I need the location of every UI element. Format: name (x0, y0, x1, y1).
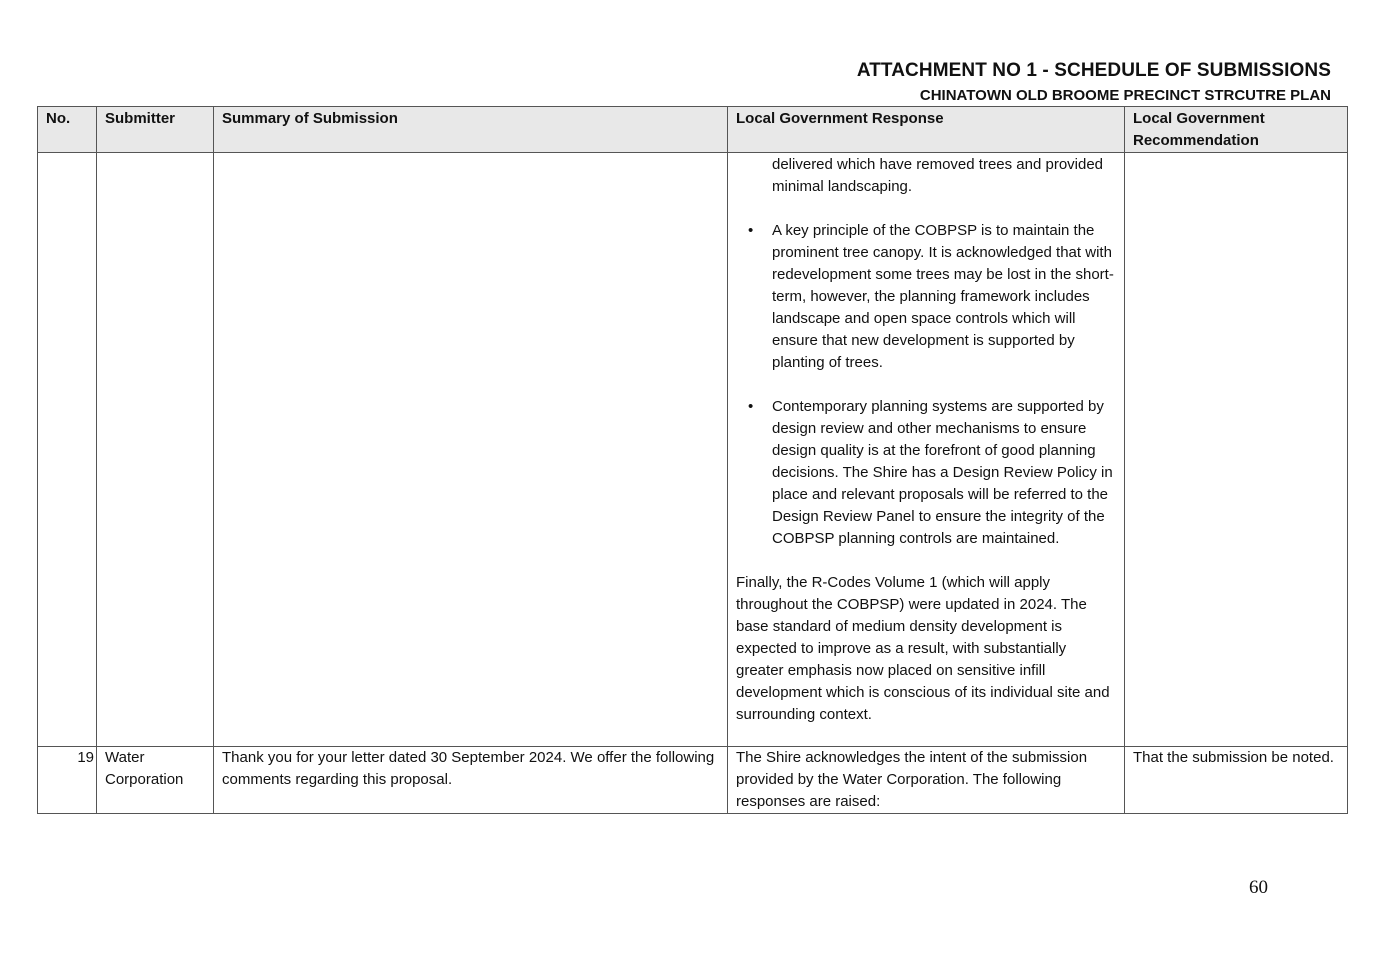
cell-number-empty (38, 153, 97, 747)
cell-summary-empty (214, 153, 728, 747)
response-continued-text: delivered which have removed trees and provided minimal landscaping. (772, 156, 1104, 195)
cell-submitter-empty (97, 153, 214, 747)
column-header-number: No. (38, 107, 97, 153)
table-row-continued (38, 153, 1348, 747)
table-header-row (38, 107, 1348, 153)
response-closing-paragraph: Finally, the R-Codes Volume 1 (which will apply throughout the COBPSP) were updated in 2024. The base standard of medium density development is expected to improve as a result, with substantially greater emphasis now placed on sensitive infill development which is conscious of its individual site and surrounding context. (736, 574, 1110, 723)
document-subtitle: CHINATOWN OLD BROOME PRECINCT STRCUTRE PLAN (919, 87, 1331, 104)
cell-response-continued (728, 153, 1125, 747)
cell-recommendation-empty (1125, 153, 1348, 747)
table-row (38, 747, 1348, 814)
cell-summary: Thank you for your letter dated 30 September 2024. We offer the following comments regarding this proposal. (214, 747, 728, 814)
document-title: ATTACHMENT NO 1 - SCHEDULE OF SUBMISSIONS (856, 60, 1331, 81)
response-bullet-list (736, 220, 1116, 550)
bullet-text: A key principle of the COBPSP is to maintain the prominent tree canopy. It is acknowledged that with redevelopment some trees may be lost in the short-term, however, the planning framework includes landscape and open space controls which will ensure that new development is supported by planting of trees. (772, 222, 1114, 371)
cell-response: The Shire acknowledges the intent of the submission provided by the Water Corporation. The following responses are raised: (728, 747, 1125, 814)
column-header-response: Local Government Response (728, 107, 1125, 153)
column-header-submitter: Submitter (97, 107, 214, 153)
page-number: 60 (1249, 877, 1268, 898)
bullet-text: Contemporary planning systems are supported by design review and other mechanisms to ensure design quality is at the forefront of good planning decisions. The Shire has a Design Review Policy in place and relevant proposals will be referred to the Design Review Panel to ensure the integrity of the COBPSP planning controls are maintained. (772, 398, 1113, 547)
submissions-table (37, 106, 1348, 814)
bullet-icon: • (748, 222, 754, 239)
column-header-recommendation: Local Government Recommendation (1125, 107, 1348, 153)
cell-number: 19 (38, 747, 97, 814)
list-item (736, 396, 1116, 550)
column-header-summary: Summary of Submission (214, 107, 728, 153)
bullet-icon: • (748, 398, 754, 415)
cell-recommendation: That the submission be noted. (1125, 747, 1348, 814)
list-item (736, 220, 1116, 374)
cell-submitter: Water Corporation (97, 747, 214, 814)
